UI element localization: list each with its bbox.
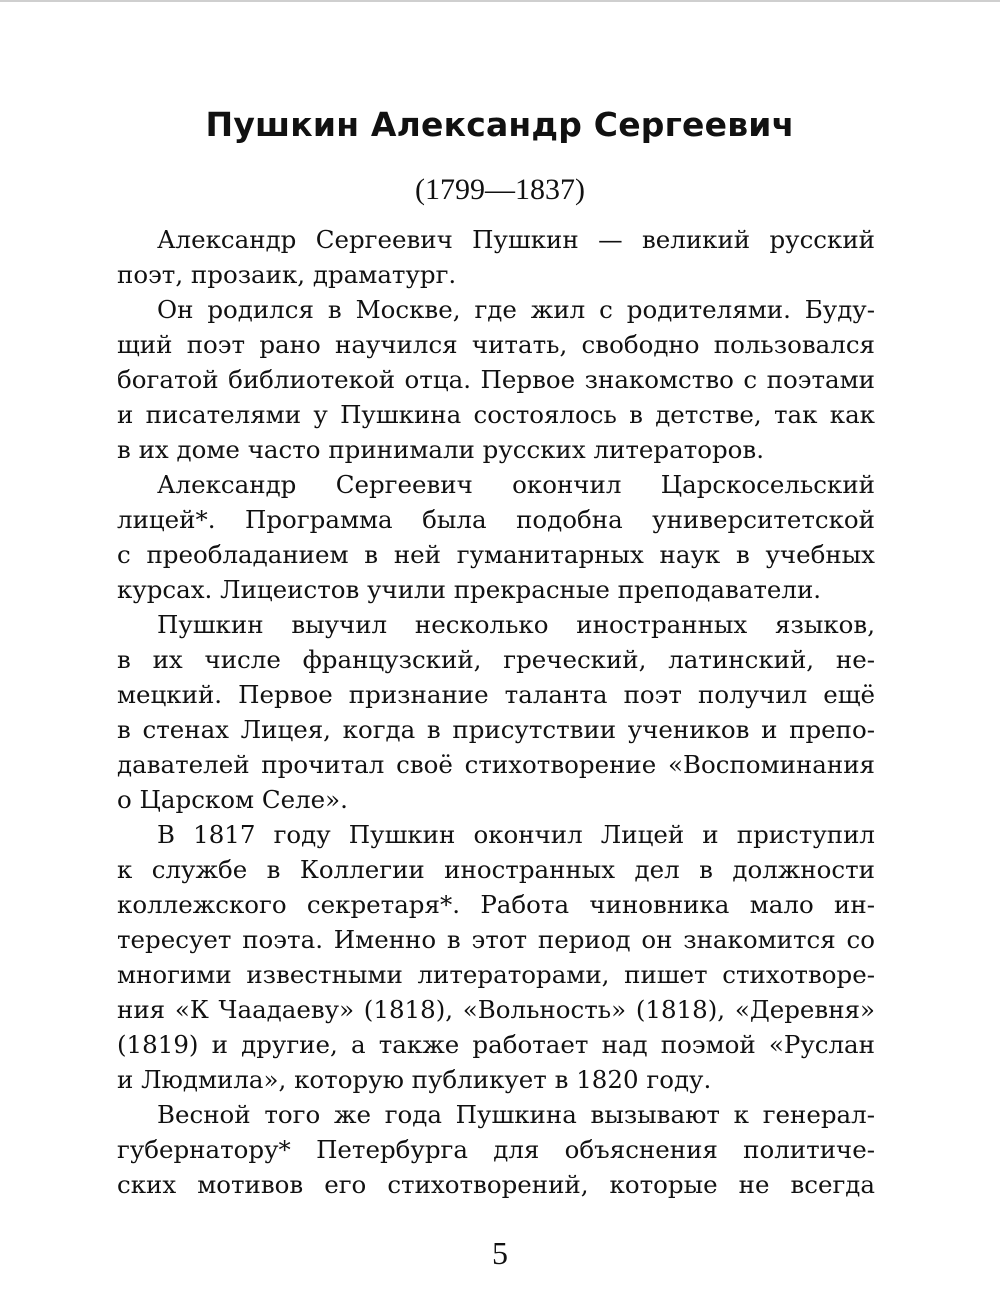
text-line: Весной того же года Пушкина вызывают к генерал- [157, 1100, 875, 1129]
text-line: многими известными литераторами, пишет стихотворе- [117, 960, 875, 989]
text-line: В 1817 году Пушкин окончил Лицей и приступил [157, 820, 875, 849]
text-line: в их доме часто принимали русских литераторов. [117, 435, 765, 464]
text-line: курсах. Лицеистов учили прекрасные преподаватели. [117, 575, 822, 604]
text-line: и Людмила», которую публикует в 1820 году. [117, 1065, 712, 1094]
text-line: ния «К Чаадаеву» (1818), «Вольность» (1818), «Деревня» [117, 995, 875, 1024]
text-line: в их числе французский, греческий, латинский, не- [117, 645, 875, 674]
text-line: и писателями у Пушкина состоялось в детстве, так как [117, 400, 875, 429]
text-line: поэт, прозаик, драматург. [117, 260, 457, 289]
text-line: (1819) и другие, а также работает над поэмой «Руслан [117, 1030, 875, 1059]
page-title: Пушкин Александр Сергеевич [205, 105, 795, 144]
text-line: с преобладанием в ней гуманитарных наук в учебных [117, 540, 875, 569]
text-line: мецкий. Первое признание таланта поэт получил ещё [117, 680, 875, 709]
text-line: Александр Сергеевич Пушкин — великий русский [157, 225, 875, 254]
text-line: о Царском Селе». [117, 785, 348, 814]
text-line: щий поэт рано научился читать, свободно пользовался [117, 330, 875, 359]
text-line: Он родился в Москве, где жил с родителями. Буду- [157, 295, 875, 324]
text-line: богатой библиотекой отца. Первое знакомство с поэтами [117, 365, 875, 394]
text-line: Александр Сергеевич окончил Царскосельский [157, 470, 875, 499]
page-number: 5 [492, 1235, 508, 1271]
text-line: коллежского секретаря*. Работа чиновника мало ин- [117, 890, 875, 919]
text-line: в стенах Лицея, когда в присутствии учеников и препо- [117, 715, 875, 744]
text-line: к службе в Коллегии иностранных дел в должности [117, 855, 875, 884]
text-line: давателей прочитал своё стихотворение «Воспоминания [117, 750, 875, 779]
text-line: губернатору* Петербурга для объяснения политиче- [117, 1135, 875, 1164]
text-line: тересует поэта. Именно в этот период он знакомится со [117, 925, 875, 954]
text-line: Пушкин выучил несколько иностранных языков, [157, 610, 875, 639]
life-years: (1799—1837) [415, 173, 585, 206]
text-line: лицей*. Программа была подобна университетской [117, 505, 875, 534]
text-line: ских мотивов его стихотворений, которые не всегда [117, 1170, 875, 1199]
top-rule [0, 0, 1000, 2]
